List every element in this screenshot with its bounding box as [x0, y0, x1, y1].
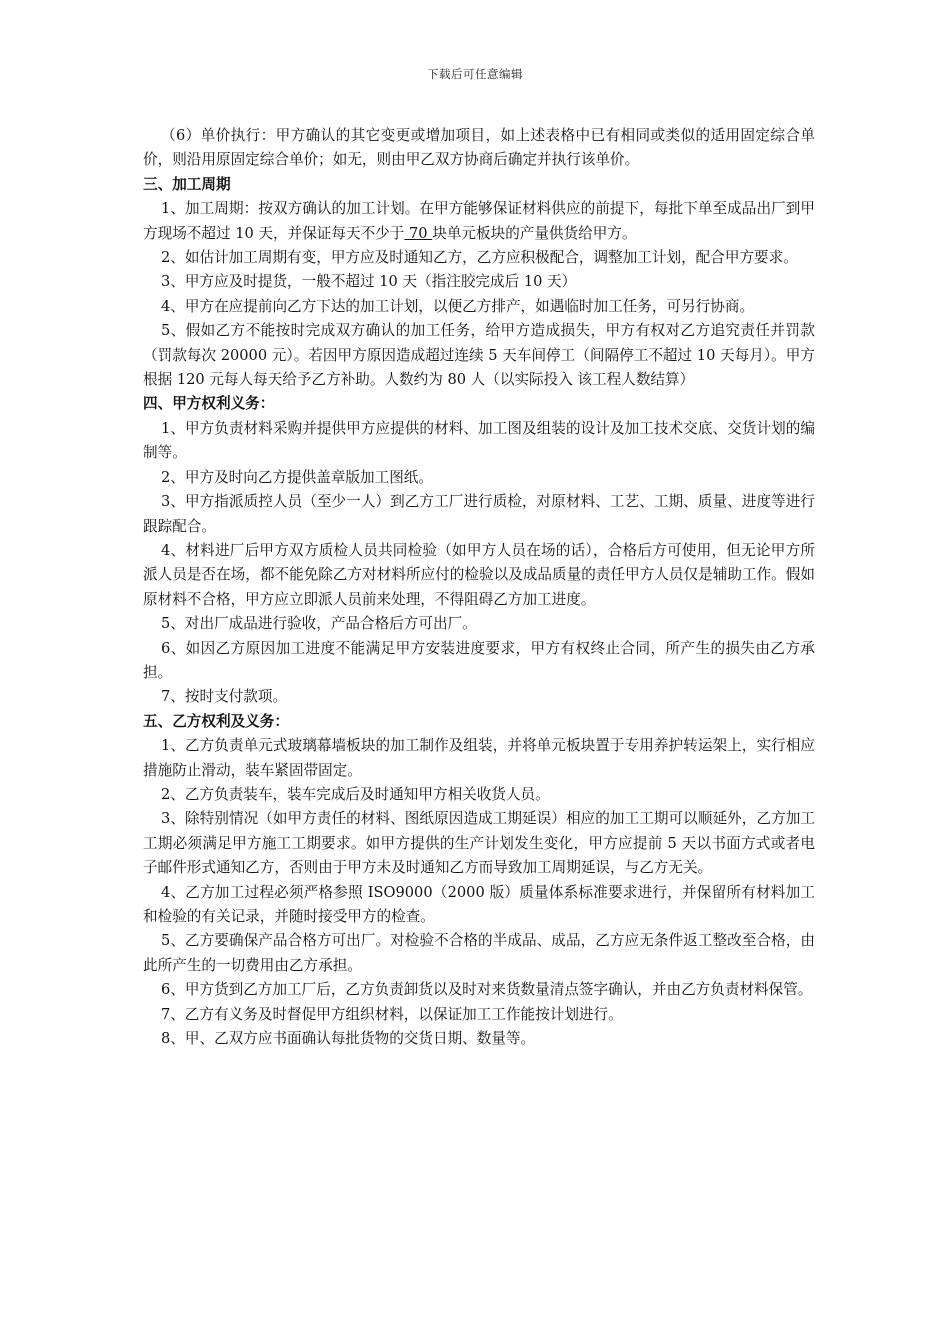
section-heading: 三、加工周期: [143, 175, 231, 193]
clause-paragraph: 5、对出厂成品进行验收，产品合格后方可出厂。: [161, 615, 477, 633]
page-header: 下载后可任意编辑: [427, 67, 523, 81]
clause-paragraph: （6）单价执行：甲方确认的其它变更或增加项目，如上述表格中已有相同或类似的适用固定综合单价，则沿用原固定综合单价；如无，则由甲乙双方协商后确定并执行该单价。: [143, 127, 815, 169]
clause-paragraph: 4、甲方在应提前向乙方下达的加工计划，以便乙方排产，如遇临时加工任务，可另行协商。: [161, 297, 755, 315]
clause-text: 1、加工周期：按双方确认的加工计划。在甲方能够保证材料供应的前提下，每批下单至成品出厂到甲方现场不超过 10 天，并保证每天不少于: [143, 200, 815, 242]
clause-paragraph: 4、乙方加工过程必须严格参照 ISO9000（2000 版）质量体系标准要求进行，并保留所有材料加工和检验的有关记录，并随时接受甲方的检查。: [143, 883, 815, 925]
clause-paragraph: 3、甲方应及时提货，一般不超过 10 天（指注胶完成后 10 天）: [161, 273, 577, 291]
clause-text: 块单元板块的产量供货给甲方。: [432, 224, 637, 242]
clause-paragraph: 6、甲方货到乙方加工厂后，乙方负责卸货以及时对来货数量清点签字确认，并由乙方负责材料保管。: [161, 981, 813, 999]
clause-paragraph: 1、乙方负责单元式玻璃幕墙板块的加工制作及组装，并将单元板块置于专用养护转运架上，实行相应措施防止滑动，装车紧固带固定。: [143, 737, 815, 779]
clause-paragraph: 4、材料进厂后甲方双方质检人员共同检验（如甲方人员在场的话），合格后方可使用，但无论甲方所派人员是否在场，都不能免除乙方对材料所应付的检验以及成品质量的责任甲方人员仅是辅助工作。假如原材料不合格，甲方应立即派人员前来处理，不得阻碍乙方加工进度。: [143, 541, 815, 608]
document-body: [143, 124, 815, 1051]
clause-paragraph: 2、甲方及时向乙方提供盖章版加工图纸。: [161, 468, 433, 486]
clause-paragraph: 1、甲方负责材料采购并提供甲方应提供的材料、加工图及组装的设计及加工技术交底、交货计划的编制等。: [143, 419, 815, 462]
clause-paragraph: 2、乙方负责装车，装车完成后及时通知甲方相关收货人员。: [161, 785, 550, 803]
clause-paragraph: 2、如估计加工周期有变，甲方应及时通知乙方，乙方应积极配合，调整加工计划，配合甲方要求。: [161, 249, 798, 267]
section-heading: 四、甲方权利义务：: [143, 395, 275, 413]
section-heading: 五、乙方权利及义务：: [143, 712, 289, 730]
filled-blank-value: 70: [404, 224, 433, 242]
clause-paragraph: 8、甲、乙双方应书面确认每批货物的交货日期、数量等。: [161, 1030, 536, 1048]
clause-paragraph: 7、按时支付款项。: [161, 688, 288, 706]
clause-paragraph: 5、假如乙方不能按时完成双方确认的加工任务，给甲方造成损失，甲方有权对乙方追究责任并罚款（罚款每次 20000 元）。若因甲方原因造成超过连续 5 天车间停工（间隔停工不超过 10 天每月）。甲方根据 120 元每人每天给予乙方补助。人数约为 80 人（以实际投入 该工程人数结算）: [143, 322, 815, 389]
clause-paragraph: 3、除特别情况（如甲方责任的材料、图纸原因造成工期延误）相应的加工工期可以顺延外，乙方加工工期必须满足甲方施工工期要求。如甲方提供的生产计划发生变化，甲方应提前 5 天以书面方式或者电子邮件形式通知乙方，否则由于甲方未及时通知乙方而导致加工周期延误，与乙方无关。: [143, 810, 815, 877]
clause-paragraph: 7、乙方有义务及时督促甲方组织材料，以保证加工工作能按计划进行。: [161, 1005, 623, 1023]
clause-paragraph: [143, 197, 815, 246]
clause-paragraph: 6、如因乙方原因加工进度不能满足甲方安装进度要求，甲方有权终止合同，所产生的损失由乙方承担。: [143, 639, 815, 681]
clause-paragraph: 5、乙方要确保产品合格方可出厂。对检验不合格的半成品、成品，乙方应无条件返工整改至合格，由此所产生的一切费用由乙方承担。: [143, 932, 815, 974]
clause-paragraph: 3、甲方指派质控人员（至少一人）到乙方工厂进行质检，对原材料、工艺、工期、质量、进度等进行跟踪配合。: [143, 493, 815, 535]
